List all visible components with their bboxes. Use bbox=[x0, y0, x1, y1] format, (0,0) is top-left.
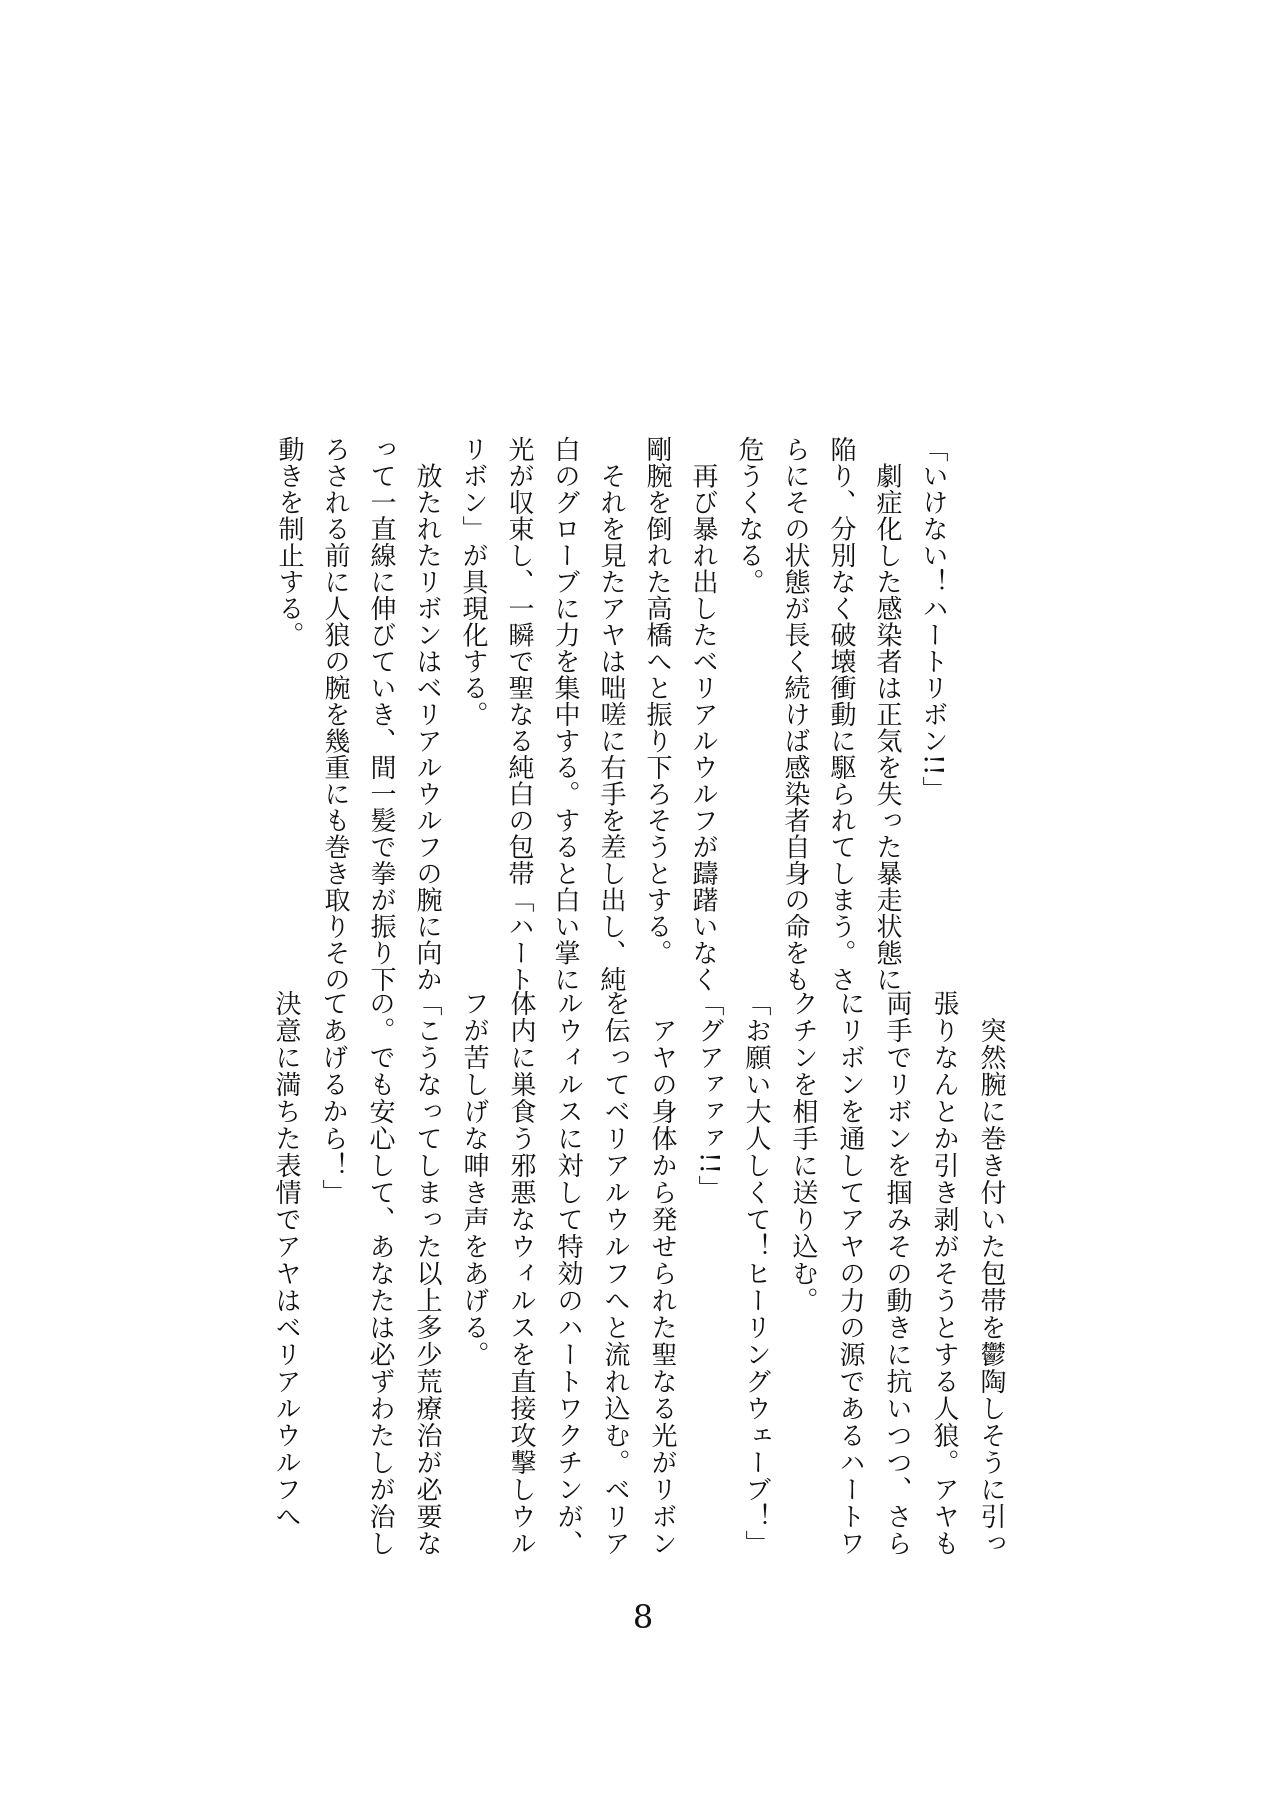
text-line: クチンを相手に送り込む。 bbox=[788, 990, 818, 1314]
text-line: 動きを制止する。 bbox=[274, 436, 304, 648]
text-line: リボン」が具現化する。 bbox=[458, 436, 488, 728]
text-line: 光が収束し、一瞬で聖なる純白の包帯「ハート bbox=[504, 436, 534, 993]
text-line: って一直線に伸びていき、間一髪で拳が振り下 bbox=[366, 436, 396, 993]
text-line: 危うくなる。 bbox=[734, 436, 764, 595]
text-line: にリボンを通してアヤの力の源であるハートワ bbox=[835, 990, 865, 1557]
text-line: 陥り、分別なく破壊衝動に駆られてしまう。さ bbox=[826, 436, 856, 993]
text-line: 突然腕に巻き付いた包帯を鬱陶しそうに引っ bbox=[976, 990, 1006, 1557]
text-line: 再び暴れ出したベリアルウルフが躊躇いなく bbox=[688, 436, 718, 993]
text-line: ろされる前に人狼の腕を幾重にも巻き取りその bbox=[320, 436, 350, 993]
text-line: 白のグローブに力を集中する。すると白い掌に bbox=[550, 436, 580, 993]
text-line: 放たれたリボンはベリアルウルフの腕に向か bbox=[412, 436, 442, 993]
text-block-upper bbox=[266, 436, 956, 993]
text-line: 両手でリボンを掴みその動きに抗いつつ、さら bbox=[882, 990, 912, 1557]
text-line: 張りなんとか引き剥がそうとする人狼。アヤも bbox=[929, 990, 959, 1557]
text-line: 「お願い大人しくて！ヒーリングウェーブ！」 bbox=[741, 990, 771, 1557]
text-line: てあげるから！」 bbox=[318, 990, 348, 1206]
text-line: 決意に満ちた表情でアヤはベリアルウルフへ bbox=[271, 990, 301, 1530]
text-line: 剛腕を倒れた高橋へと振り下ろそうとする。 bbox=[642, 436, 672, 966]
text-line: 「いけない！ハートリボン!!」 bbox=[918, 436, 948, 803]
text-line: 「グアァァァ!!」 bbox=[694, 990, 724, 1202]
text-block-lower bbox=[262, 990, 1014, 1565]
text-line: 体内に巣食う邪悪なウィルスを直接攻撃しウル bbox=[506, 990, 536, 1557]
text-line: の。でも安心して、あなたは必ずわたしが治し bbox=[365, 990, 395, 1557]
text-line: アヤの身体から発せられた聖なる光がリボン bbox=[647, 990, 677, 1557]
text-line: それを見たアヤは咄嗟に右手を差し出し、純 bbox=[596, 436, 626, 993]
text-line: らにその状態が長く続けば感染者自身の命をも bbox=[780, 436, 810, 993]
text-line: 「こうなってしまった以上多少荒療治が必要な bbox=[412, 990, 442, 1557]
page-number: 8 bbox=[632, 1598, 654, 1636]
text-line: フが苦しげな呻き声をあげる。 bbox=[459, 990, 489, 1368]
text-line: ルウィルスに対して特効のハートワクチンが、 bbox=[553, 990, 583, 1557]
text-line: を伝ってベリアルウルフへと流れ込む。ベリア bbox=[600, 990, 630, 1557]
text-line: 劇症化した感染者は正気を失った暴走状態に bbox=[872, 436, 902, 993]
